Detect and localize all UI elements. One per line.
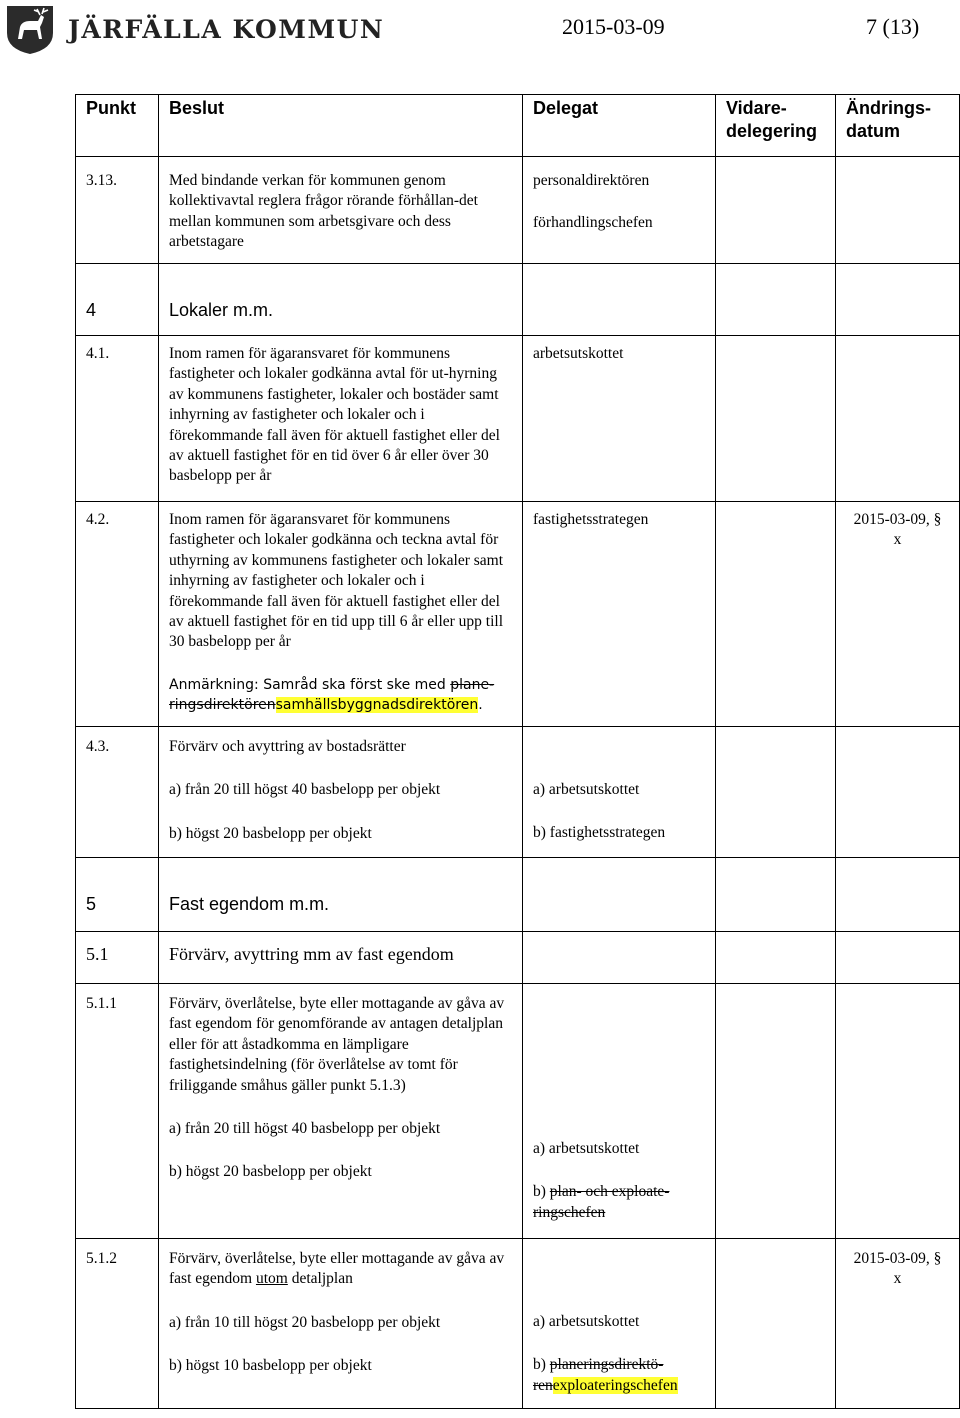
delegate-secondary: förhandlingschefen xyxy=(533,214,653,232)
row-delegate xyxy=(523,1239,716,1409)
subsection-number: 5.1 xyxy=(76,932,159,984)
deleted-text: plan- och exploate-ringschefen xyxy=(533,1183,670,1221)
table-row xyxy=(76,1239,960,1409)
col-header-vidaredelegering: Vidare- delegering xyxy=(716,95,836,157)
option-b: b) högst 10 basbelopp per objekt xyxy=(169,1357,372,1375)
inserted-text: exploateringschefen xyxy=(552,1376,678,1394)
section-number: 4 xyxy=(76,264,159,336)
option-a: a) från 10 till högst 20 basbelopp per objekt xyxy=(169,1313,441,1331)
row-decision: Förvärv, överlåtelse, byte eller mottagande av gåva av fast egendom utom detaljplan a) från 10 till högst 20 basbelopp per objekt b) högst 10 basbelopp per objekt xyxy=(159,1239,523,1409)
subsection-title: Förvärv, avyttring mm av fast egendom xyxy=(159,932,523,984)
row-number: 4.3. xyxy=(76,727,159,858)
option-b: b) högst 20 basbelopp per objekt xyxy=(169,1163,372,1181)
col-header-delegat: Delegat xyxy=(523,95,716,157)
option-a: a) från 20 till högst 40 basbelopp per objekt xyxy=(169,1120,441,1138)
table-row xyxy=(76,727,960,858)
row-decision: Med bindande verkan för kommunen genom kollektivavtal reglera frågor rörande förhållan-det mellan kommunen som arbetsgivare och dess arbetstagare xyxy=(159,157,523,264)
delegate-a: a) arbetsutskottet xyxy=(533,781,640,798)
row-decision: Förvärv, överlåtelse, byte eller mottagande av gåva av fast egendom för genomförande av antagen detaljplan eller för att åstadkomma en lämpligare fastighetsindelning (för överlåtelse av tomt för friliggande småhus gäller punkt 5.1.3) a) från 20 till högst 40 basbelopp per objekt b) högst 20 basbelopp per objekt xyxy=(159,984,523,1239)
inserted-text: samhällsbyggnadsdirektören xyxy=(275,697,479,714)
section-title: Lokaler m.m. xyxy=(159,264,523,336)
delegate-a: a) arbetsutskottet xyxy=(533,1140,640,1157)
logo-wordmark: JÄRFÄLLA KOMMUN xyxy=(68,14,385,44)
deleted-text: plane-ringsdirektören xyxy=(169,676,495,714)
table-row xyxy=(76,336,960,502)
row-number: 4.1. xyxy=(76,336,159,502)
row-number: 5.1.2 xyxy=(76,1239,159,1409)
row-delegate xyxy=(523,984,716,1239)
delegate-a: a) arbetsutskottet xyxy=(533,1313,640,1330)
coat-of-arms-icon xyxy=(4,3,56,55)
deleted-text: planeringsdirektö-ren xyxy=(533,1356,664,1394)
row-decision: Förvärv och avyttring av bostadsrätter a) från 20 till högst 40 basbelopp per objekt b) högst 20 basbelopp per objekt xyxy=(159,727,523,858)
section-title: Fast egendom m.m. xyxy=(159,858,523,932)
row-delegate: arbetsutskottet xyxy=(523,336,716,502)
row-decision: Inom ramen för ägaransvaret för kommunens fastigheter och lokaler godkänna avtal för ut-hyrning av kommunens fastigheter, lokaler och bostäder samt inhyrning av fastigheter och lokaler och i förekommande fall även för aktuell fastighet eller del av aktuell fastighet för en tid över 6 år eller över 30 basbelopp per år xyxy=(159,336,523,502)
row-delegate xyxy=(523,727,716,858)
col-header-beslut: Beslut xyxy=(159,95,523,157)
decision-note: Anmärkning: Samråd ska först ske med plane-ringsdirektörensamhällsbyggnadsdirektören. xyxy=(169,676,495,714)
page-number: 7 (13) xyxy=(866,14,920,39)
section-row xyxy=(76,858,960,932)
section-number: 5 xyxy=(76,858,159,932)
decision-text: Inom ramen för ägaransvaret för kommunens fastigheter och lokaler godkänna och teckna avtal för uthyrning av kommunens fastigheter och lokaler samt inhyrning av fastigheter och lokaler och i förekommande fall även för aktuell fastighet eller del av aktuell fastighet för en tid upp till 6 år eller upp till 30 basbelopp per år xyxy=(169,511,504,651)
municipality-logo xyxy=(4,3,384,55)
delegate-primary: personaldirektören xyxy=(533,172,650,189)
row-number: 5.1.1 xyxy=(76,984,159,1239)
subsection-row xyxy=(76,932,960,984)
table-header-row xyxy=(76,95,960,157)
delegate-b: b) plan- och exploate-ringschefen xyxy=(533,1183,670,1221)
row-decision xyxy=(159,502,523,727)
row-delegate: fastighetsstrategen xyxy=(523,502,716,727)
section-row xyxy=(76,264,960,336)
document-date: 2015-03-09 xyxy=(562,14,665,39)
option-b: b) högst 20 basbelopp per objekt xyxy=(169,824,372,842)
page-header xyxy=(0,0,960,60)
row-change-date: 2015-03-09, § x xyxy=(836,502,960,727)
delegate-b: b) fastighetsstrategen xyxy=(533,824,666,842)
col-header-andringsdatum: Ändrings- datum xyxy=(836,95,960,157)
row-number: 4.2. xyxy=(76,502,159,727)
table-row xyxy=(76,157,960,264)
option-a: a) från 20 till högst 40 basbelopp per objekt xyxy=(169,781,441,799)
table-row xyxy=(76,502,960,727)
delegate-b: b) planeringsdirektö-renexploateringschefen xyxy=(533,1356,678,1394)
table-row xyxy=(76,984,960,1239)
row-delegate xyxy=(523,157,716,264)
row-change-date: 2015-03-09, § x xyxy=(836,1239,960,1409)
row-number: 3.13. xyxy=(76,157,159,264)
col-header-punkt: Punkt xyxy=(76,95,159,157)
delegation-table xyxy=(75,94,960,1409)
underlined-text: utom xyxy=(255,1270,288,1288)
